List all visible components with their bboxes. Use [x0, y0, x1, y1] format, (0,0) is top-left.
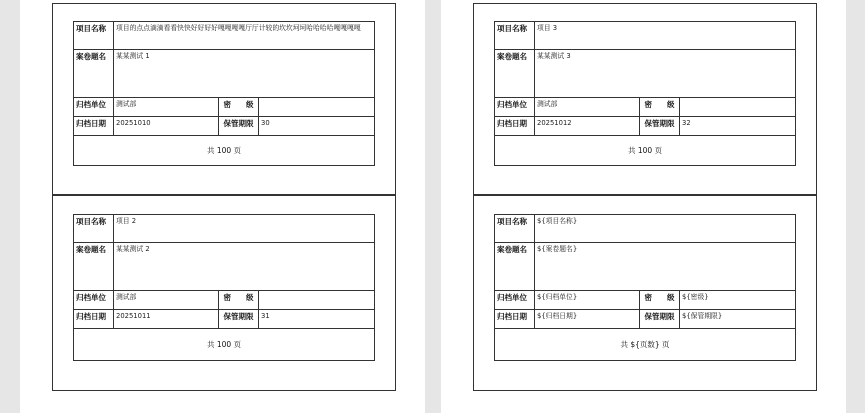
project-name-value[interactable]: ${项目名称} — [535, 215, 796, 243]
project-name-value[interactable]: 项目的点点滴滴看看快快好好好好嘎嘎嘎嘎厅厅计较的坎坎坷坷哈哈哈哈嘎嘎嘎嘎 — [114, 22, 375, 50]
project-name-value[interactable]: 项目 2 — [114, 215, 375, 243]
retention-label: 保管期限 — [640, 310, 680, 329]
archive-unit-value[interactable]: ${归档单位} — [535, 291, 640, 310]
project-name-label: 项目名称 — [74, 215, 114, 243]
secret-level-label: 密 级 — [219, 98, 259, 117]
volume-title-value[interactable]: 某某测试 3 — [535, 50, 796, 98]
secret-level-label: 密 级 — [219, 291, 259, 310]
volume-title-label: 案卷题名 — [74, 243, 114, 291]
retention-label: 保管期限 — [219, 310, 259, 329]
retention-value[interactable]: ${保管期限} — [680, 310, 796, 329]
retention-value[interactable]: 30 — [259, 117, 375, 136]
project-name-label: 项目名称 — [495, 22, 535, 50]
secret-level-value[interactable] — [680, 98, 796, 117]
archive-unit-label: 归档单位 — [74, 291, 114, 310]
archive-date-label: 归档日期 — [74, 117, 114, 136]
volume-title-value[interactable]: ${案卷题名} — [535, 243, 796, 291]
archive-table-3 — [494, 21, 796, 166]
retention-value[interactable]: 31 — [259, 310, 375, 329]
total-pages[interactable]: 共 100 页 — [74, 136, 375, 166]
archive-unit-value[interactable]: 测试部 — [114, 291, 219, 310]
archive-unit-label: 归档单位 — [74, 98, 114, 117]
archive-date-label: 归档日期 — [74, 310, 114, 329]
project-name-value[interactable]: 项目 3 — [535, 22, 796, 50]
archive-date-value[interactable]: 20251011 — [114, 310, 219, 329]
retention-value[interactable]: 32 — [680, 117, 796, 136]
archive-date-label: 归档日期 — [495, 117, 535, 136]
secret-level-value[interactable] — [259, 98, 375, 117]
secret-level-label: 密 级 — [640, 98, 680, 117]
total-pages[interactable]: 共 ${页数} 页 — [495, 329, 796, 361]
total-pages[interactable]: 共 100 页 — [74, 329, 375, 361]
archive-date-label: 归档日期 — [495, 310, 535, 329]
archive-unit-value[interactable]: 测试部 — [114, 98, 219, 117]
archive-table-4 — [494, 214, 796, 361]
archive-unit-label: 归档单位 — [495, 291, 535, 310]
archive-unit-label: 归档单位 — [495, 98, 535, 117]
project-name-label: 项目名称 — [495, 215, 535, 243]
archive-unit-value[interactable]: 测试部 — [535, 98, 640, 117]
archive-table-2 — [73, 214, 375, 361]
secret-level-label: 密 级 — [640, 291, 680, 310]
volume-title-value[interactable]: 某某测试 1 — [114, 50, 375, 98]
volume-title-value[interactable]: 某某测试 2 — [114, 243, 375, 291]
archive-date-value[interactable]: ${归档日期} — [535, 310, 640, 329]
archive-date-value[interactable]: 20251012 — [535, 117, 640, 136]
volume-title-label: 案卷题名 — [495, 243, 535, 291]
volume-title-label: 案卷题名 — [495, 50, 535, 98]
secret-level-value[interactable] — [259, 291, 375, 310]
retention-label: 保管期限 — [219, 117, 259, 136]
volume-title-label: 案卷题名 — [74, 50, 114, 98]
archive-date-value[interactable]: 20251010 — [114, 117, 219, 136]
total-pages[interactable]: 共 100 页 — [495, 136, 796, 166]
retention-label: 保管期限 — [640, 117, 680, 136]
secret-level-value[interactable]: ${密级} — [680, 291, 796, 310]
archive-table-1 — [73, 21, 375, 166]
project-name-label: 项目名称 — [74, 22, 114, 50]
